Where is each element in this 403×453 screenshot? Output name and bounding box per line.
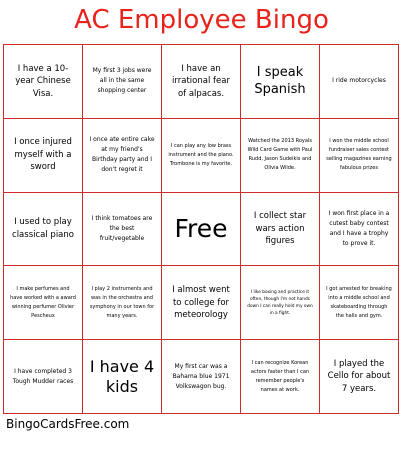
free-space-label: Free xyxy=(174,213,228,243)
cell-text: I think tomatoes are the best fruit/vegetable xyxy=(91,214,153,242)
bingo-cell[interactable] xyxy=(83,340,162,414)
bingo-cell[interactable] xyxy=(241,119,320,193)
bingo-cell[interactable] xyxy=(241,340,320,414)
cell-text: I won first place in a cutest baby contest and I have a trophy to prove it. xyxy=(328,209,390,247)
cell-text: Watched the 2013 Royals Wild Card Game with Paul Rudd, Jason Sudeikis and Olivia Wilde. xyxy=(247,138,313,172)
bingo-cell[interactable] xyxy=(320,119,399,193)
bingo-cell[interactable] xyxy=(4,45,83,119)
site-credit: BingoCardsFree.com xyxy=(6,417,130,431)
bingo-cell[interactable] xyxy=(162,45,241,119)
cell-text: I won the middle school fundraiser sales contest selling magazines earning fabulous prizes xyxy=(326,138,392,172)
cell-text: I have 4 kids xyxy=(89,356,155,396)
bingo-cell[interactable] xyxy=(162,340,241,414)
cell-text: I ride motorcycles xyxy=(332,77,386,85)
bingo-cell[interactable] xyxy=(241,266,320,340)
bingo-cell[interactable] xyxy=(320,266,399,340)
cell-text: I almost went to college for meteorology xyxy=(172,285,230,321)
cell-text: I can play any low brass instrument and the piano. Trombone is my favorite. xyxy=(168,142,234,167)
bingo-cell[interactable] xyxy=(4,340,83,414)
cell-text: I have completed 3 Tough Mudder races xyxy=(12,367,74,385)
bingo-cell[interactable] xyxy=(83,45,162,119)
bingo-cell[interactable] xyxy=(320,45,399,119)
cell-text: My first 3 jobs were all in the same shopping center xyxy=(92,67,152,95)
bingo-cell[interactable] xyxy=(320,193,399,267)
free-space[interactable] xyxy=(162,193,241,267)
bingo-cell[interactable] xyxy=(83,193,162,267)
bingo-cell[interactable] xyxy=(241,193,320,267)
cell-text: I like boxing and practice it often, though I'm not hands down I can really hold my own in a fight. xyxy=(247,289,313,316)
bingo-cell[interactable] xyxy=(162,266,241,340)
cell-text: I got arrested for breaking into a middle school and skateboarding through the halls and gym. xyxy=(326,285,392,319)
bingo-grid xyxy=(3,44,399,414)
bingo-cell[interactable] xyxy=(4,193,83,267)
cell-text: I make perfumes and have worked with a award winning perfumer Olivier Pescheux xyxy=(10,285,76,319)
bingo-cell[interactable] xyxy=(241,45,320,119)
cell-text: I have an irrational fear of alpacas. xyxy=(172,63,230,99)
cell-text: My first car was a Bahama blue 1971 Volkswagon bug. xyxy=(172,362,230,390)
bingo-cell[interactable] xyxy=(83,119,162,193)
card-title: AC Employee Bingo xyxy=(74,5,329,35)
bingo-cell[interactable] xyxy=(320,340,399,414)
bingo-cell[interactable] xyxy=(162,119,241,193)
bingo-cell[interactable] xyxy=(83,266,162,340)
cell-text: I have a 10-year Chinese Visa. xyxy=(15,63,71,99)
cell-text: I play 2 instruments and was in the orchestra and symphony in our town for many years. xyxy=(89,285,155,319)
cell-text: I can recognize Korean actors faster than I can remember people's names at work. xyxy=(250,359,310,393)
cell-text: I once ate entire cake at my friend's Birthday party and I don't regret it xyxy=(89,136,155,174)
bingo-cell[interactable] xyxy=(4,119,83,193)
cell-text: I speak Spanish xyxy=(254,65,306,98)
cell-text: I played the Cello for about 7 years. xyxy=(327,358,391,394)
cell-text: I used to play classical piano xyxy=(12,217,74,240)
bingo-cell[interactable] xyxy=(4,266,83,340)
cell-text: I collect star wars action figures xyxy=(253,211,307,247)
cell-text: I once injured myself with a sword xyxy=(14,137,72,173)
